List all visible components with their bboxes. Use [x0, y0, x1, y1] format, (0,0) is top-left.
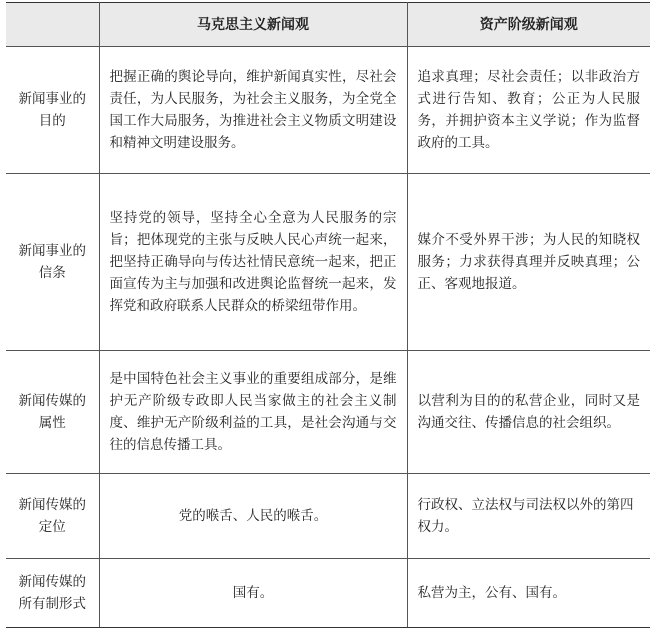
table-row	[6, 559, 650, 628]
marxist-cell: 国有。	[99, 559, 407, 628]
row-label: 新闻传媒的属性	[6, 351, 99, 474]
row-label: 新闻事业的目的	[6, 47, 99, 174]
bourgeois-cell: 私营为主，公有、国有。	[407, 559, 650, 628]
header-empty-cell	[6, 3, 99, 47]
table-row	[6, 474, 650, 559]
header-marxist: 马克思主义新闻观	[99, 3, 407, 47]
comparison-table	[6, 2, 650, 628]
row-label: 新闻传媒的所有制形式	[6, 559, 99, 628]
table-row	[6, 174, 650, 351]
header-bourgeois: 资产阶级新闻观	[407, 3, 650, 47]
table-row	[6, 351, 650, 474]
bourgeois-cell: 行政权、立法权与司法权以外的第四权力。	[407, 474, 650, 559]
row-label: 新闻传媒的定位	[6, 474, 99, 559]
bourgeois-cell: 媒介不受外界干涉；为人民的知晓权服务；力求获得真理并反映真理；公正、客观地报道。	[407, 174, 650, 351]
bourgeois-cell: 以营利为目的的私营企业，同时又是沟通交往、传播信息的社会组织。	[407, 351, 650, 474]
marxist-cell: 坚持党的领导，坚持全心全意为人民服务的宗旨；把体现党的主张与反映人民心声统一起来，把坚持正确导向与传达社情民意统一起来，把正面宣传为主与加强和改进舆论监督统一起来，发挥党和政府联系人民群众的桥梁纽带作用。	[99, 174, 407, 351]
row-label: 新闻事业的信条	[6, 174, 99, 351]
bourgeois-cell: 追求真理；尽社会责任；以非政治方式进行告知、教育；公正为人民服务，并拥护资本主义学说；作为监督政府的工具。	[407, 47, 650, 174]
marxist-cell: 把握正确的舆论导向，维护新闻真实性，尽社会责任，为人民服务，为社会主义服务，为全党全国工作大局服务，为推进社会主义物质文明建设和精神文明建设服务。	[99, 47, 407, 174]
marxist-cell: 党的喉舌、人民的喉舌。	[99, 474, 407, 559]
marxist-cell: 是中国特色社会主义事业的重要组成部分，是维护无产阶级专政即人民当家做主的社会主义制度、维护无产阶级利益的工具，是社会沟通与交往的信息传播工具。	[99, 351, 407, 474]
table-row	[6, 47, 650, 174]
table-header-row	[6, 3, 650, 47]
